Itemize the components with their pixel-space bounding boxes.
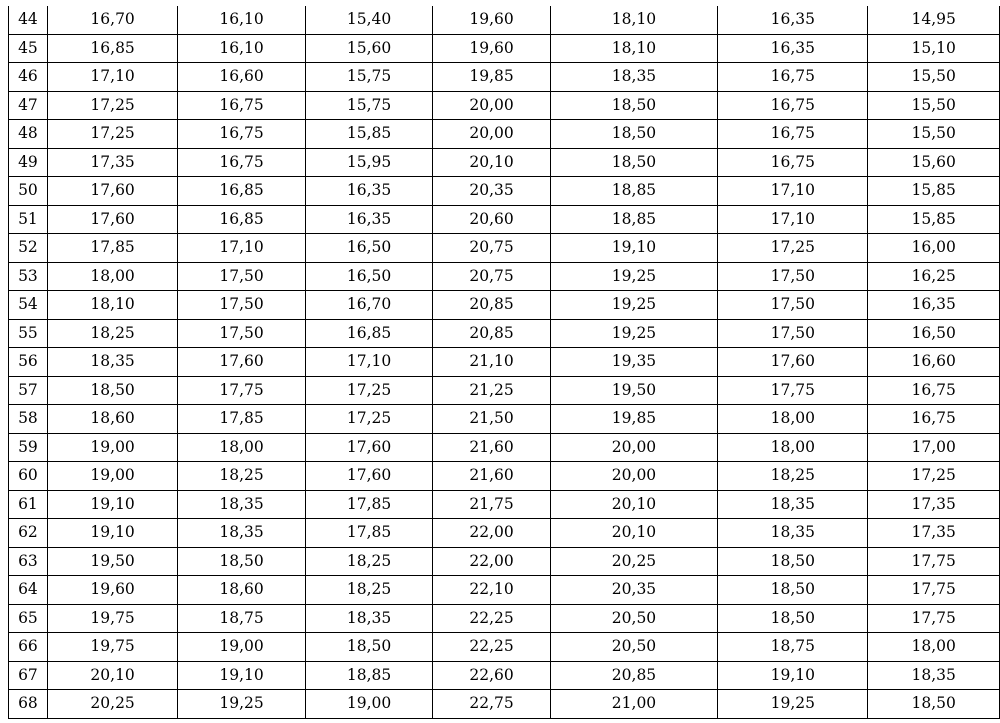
- value-cell: 16,60: [868, 348, 1000, 377]
- value-cell: 20,35: [433, 177, 551, 206]
- row-number-cell: 48: [9, 120, 48, 149]
- table-row: [9, 348, 1000, 377]
- value-cell: 20,25: [550, 547, 717, 576]
- value-cell: 20,75: [433, 234, 551, 263]
- value-cell: 15,10: [868, 34, 1000, 63]
- value-cell: 16,35: [718, 34, 868, 63]
- value-cell: 20,85: [550, 661, 717, 690]
- value-cell: 20,10: [550, 490, 717, 519]
- value-cell: 16,25: [868, 262, 1000, 291]
- row-number-cell: 57: [9, 376, 48, 405]
- row-number-cell: 64: [9, 576, 48, 605]
- value-cell: 17,75: [868, 547, 1000, 576]
- value-cell: 18,85: [550, 177, 717, 206]
- value-cell: 19,75: [47, 633, 177, 662]
- value-cell: 19,00: [47, 462, 177, 491]
- value-cell: 19,00: [178, 633, 305, 662]
- value-cell: 18,10: [47, 291, 177, 320]
- row-number-cell: 55: [9, 319, 48, 348]
- value-cell: 15,95: [305, 148, 432, 177]
- value-cell: 20,10: [433, 148, 551, 177]
- row-number-cell: 67: [9, 661, 48, 690]
- value-cell: 16,75: [718, 63, 868, 92]
- value-cell: 17,60: [47, 205, 177, 234]
- value-cell: 18,00: [718, 433, 868, 462]
- value-cell: 15,75: [305, 91, 432, 120]
- row-number-cell: 58: [9, 405, 48, 434]
- value-cell: 18,50: [550, 91, 717, 120]
- value-cell: 16,70: [305, 291, 432, 320]
- value-cell: 20,00: [433, 120, 551, 149]
- value-cell: 17,00: [868, 433, 1000, 462]
- table-row: [9, 490, 1000, 519]
- value-cell: 18,35: [550, 63, 717, 92]
- row-number-cell: 49: [9, 148, 48, 177]
- value-cell: 16,10: [178, 6, 305, 34]
- value-cell: 15,85: [868, 177, 1000, 206]
- value-cell: 15,40: [305, 6, 432, 34]
- row-number-cell: 52: [9, 234, 48, 263]
- value-cell: 21,25: [433, 376, 551, 405]
- value-cell: 17,75: [178, 376, 305, 405]
- value-cell: 20,50: [550, 633, 717, 662]
- value-cell: 22,10: [433, 576, 551, 605]
- value-cell: 16,75: [718, 91, 868, 120]
- value-cell: 17,10: [718, 177, 868, 206]
- value-cell: 20,75: [433, 262, 551, 291]
- value-cell: 18,50: [550, 120, 717, 149]
- value-cell: 21,00: [550, 690, 717, 719]
- value-cell: 21,50: [433, 405, 551, 434]
- value-cell: 17,75: [868, 604, 1000, 633]
- value-cell: 17,60: [718, 348, 868, 377]
- value-cell: 20,25: [47, 690, 177, 719]
- value-cell: 18,00: [47, 262, 177, 291]
- value-cell: 17,10: [47, 63, 177, 92]
- value-cell: 20,50: [550, 604, 717, 633]
- table-row: [9, 405, 1000, 434]
- value-cell: 16,75: [718, 148, 868, 177]
- value-cell: 21,60: [433, 433, 551, 462]
- value-cell: 17,60: [47, 177, 177, 206]
- row-number-cell: 47: [9, 91, 48, 120]
- table-row: [9, 604, 1000, 633]
- row-number-cell: 51: [9, 205, 48, 234]
- table-row: [9, 519, 1000, 548]
- value-cell: 16,35: [718, 6, 868, 34]
- value-cell: 16,35: [305, 205, 432, 234]
- value-cell: 18,85: [305, 661, 432, 690]
- value-cell: 15,50: [868, 63, 1000, 92]
- value-cell: 17,25: [868, 462, 1000, 491]
- value-cell: 19,50: [47, 547, 177, 576]
- value-cell: 17,85: [178, 405, 305, 434]
- value-cell: 18,50: [718, 547, 868, 576]
- value-cell: 19,75: [47, 604, 177, 633]
- value-cell: 16,85: [178, 177, 305, 206]
- value-cell: 17,25: [305, 405, 432, 434]
- value-cell: 15,50: [868, 120, 1000, 149]
- value-cell: 18,00: [718, 405, 868, 434]
- value-cell: 18,25: [305, 576, 432, 605]
- value-cell: 16,75: [718, 120, 868, 149]
- value-cell: 18,35: [178, 490, 305, 519]
- value-cell: 19,10: [550, 234, 717, 263]
- value-cell: 18,50: [718, 604, 868, 633]
- value-cell: 20,85: [433, 291, 551, 320]
- value-cell: 17,75: [868, 576, 1000, 605]
- value-cell: 20,10: [550, 519, 717, 548]
- table-row: [9, 291, 1000, 320]
- value-cell: 20,00: [550, 462, 717, 491]
- table-row: [9, 376, 1000, 405]
- row-number-cell: 46: [9, 63, 48, 92]
- value-cell: 17,75: [718, 376, 868, 405]
- table-row: [9, 63, 1000, 92]
- value-cell: 16,60: [178, 63, 305, 92]
- value-cell: 17,10: [718, 205, 868, 234]
- value-cell: 18,25: [305, 547, 432, 576]
- row-number-cell: 68: [9, 690, 48, 719]
- value-cell: 17,35: [47, 148, 177, 177]
- row-number-cell: 66: [9, 633, 48, 662]
- value-cell: 19,50: [550, 376, 717, 405]
- value-cell: 17,35: [868, 519, 1000, 548]
- value-cell: 16,85: [178, 205, 305, 234]
- value-cell: 18,75: [178, 604, 305, 633]
- value-cell: 18,50: [305, 633, 432, 662]
- value-cell: 20,10: [47, 661, 177, 690]
- value-cell: 15,60: [305, 34, 432, 63]
- value-cell: 17,50: [718, 291, 868, 320]
- value-cell: 17,10: [178, 234, 305, 263]
- row-number-cell: 53: [9, 262, 48, 291]
- table-row: [9, 576, 1000, 605]
- value-cell: 17,50: [718, 319, 868, 348]
- value-cell: 15,85: [868, 205, 1000, 234]
- row-number-cell: 56: [9, 348, 48, 377]
- value-cell: 21,10: [433, 348, 551, 377]
- value-cell: 21,75: [433, 490, 551, 519]
- value-cell: 17,50: [178, 291, 305, 320]
- value-cell: 17,50: [178, 262, 305, 291]
- value-cell: 16,75: [868, 376, 1000, 405]
- value-cell: 17,25: [47, 91, 177, 120]
- data-table: [8, 6, 1000, 719]
- row-number-cell: 65: [9, 604, 48, 633]
- table-row: [9, 205, 1000, 234]
- value-cell: 20,85: [433, 319, 551, 348]
- table-row: [9, 661, 1000, 690]
- value-cell: 16,85: [305, 319, 432, 348]
- table-row: [9, 319, 1000, 348]
- value-cell: 19,25: [550, 319, 717, 348]
- value-cell: 18,50: [718, 576, 868, 605]
- table-row: [9, 91, 1000, 120]
- value-cell: 19,25: [718, 690, 868, 719]
- value-cell: 17,25: [718, 234, 868, 263]
- value-cell: 14,95: [868, 6, 1000, 34]
- value-cell: 18,35: [47, 348, 177, 377]
- value-cell: 20,00: [550, 433, 717, 462]
- value-cell: 19,35: [550, 348, 717, 377]
- value-cell: 18,60: [47, 405, 177, 434]
- value-cell: 20,35: [550, 576, 717, 605]
- value-cell: 18,00: [178, 433, 305, 462]
- value-cell: 20,60: [433, 205, 551, 234]
- value-cell: 19,10: [47, 490, 177, 519]
- row-number-cell: 44: [9, 6, 48, 34]
- row-number-cell: 50: [9, 177, 48, 206]
- value-cell: 18,35: [305, 604, 432, 633]
- value-cell: 15,60: [868, 148, 1000, 177]
- table-row: [9, 547, 1000, 576]
- value-cell: 19,00: [47, 433, 177, 462]
- table-body: [9, 6, 1000, 718]
- value-cell: 17,85: [47, 234, 177, 263]
- table-row: [9, 262, 1000, 291]
- value-cell: 19,00: [305, 690, 432, 719]
- value-cell: 16,75: [178, 91, 305, 120]
- value-cell: 15,50: [868, 91, 1000, 120]
- value-cell: 16,35: [868, 291, 1000, 320]
- value-cell: 22,00: [433, 519, 551, 548]
- value-cell: 15,75: [305, 63, 432, 92]
- table-row: [9, 633, 1000, 662]
- value-cell: 21,60: [433, 462, 551, 491]
- value-cell: 17,35: [868, 490, 1000, 519]
- table-row: [9, 120, 1000, 149]
- value-cell: 18,35: [718, 519, 868, 548]
- value-cell: 19,10: [178, 661, 305, 690]
- value-cell: 18,25: [178, 462, 305, 491]
- value-cell: 22,25: [433, 604, 551, 633]
- value-cell: 18,10: [550, 34, 717, 63]
- table-row: [9, 433, 1000, 462]
- value-cell: 18,50: [550, 148, 717, 177]
- value-cell: 19,85: [433, 63, 551, 92]
- value-cell: 19,85: [550, 405, 717, 434]
- value-cell: 18,75: [718, 633, 868, 662]
- value-cell: 22,00: [433, 547, 551, 576]
- table-row: [9, 6, 1000, 34]
- value-cell: 16,35: [305, 177, 432, 206]
- value-cell: 22,60: [433, 661, 551, 690]
- value-cell: 16,75: [178, 120, 305, 149]
- value-cell: 18,50: [47, 376, 177, 405]
- value-cell: 17,85: [305, 519, 432, 548]
- row-number-cell: 54: [9, 291, 48, 320]
- value-cell: 16,00: [868, 234, 1000, 263]
- value-cell: 16,85: [47, 34, 177, 63]
- value-cell: 16,10: [178, 34, 305, 63]
- value-cell: 16,75: [868, 405, 1000, 434]
- table-row: [9, 690, 1000, 719]
- value-cell: 16,50: [305, 262, 432, 291]
- value-cell: 18,35: [178, 519, 305, 548]
- value-cell: 17,25: [47, 120, 177, 149]
- value-cell: 15,85: [305, 120, 432, 149]
- value-cell: 17,25: [305, 376, 432, 405]
- value-cell: 19,10: [47, 519, 177, 548]
- value-cell: 17,85: [305, 490, 432, 519]
- value-cell: 19,60: [47, 576, 177, 605]
- value-cell: 16,75: [178, 148, 305, 177]
- value-cell: 22,75: [433, 690, 551, 719]
- row-number-cell: 63: [9, 547, 48, 576]
- value-cell: 18,60: [178, 576, 305, 605]
- value-cell: 18,50: [178, 547, 305, 576]
- value-cell: 19,25: [550, 291, 717, 320]
- value-cell: 16,50: [305, 234, 432, 263]
- value-cell: 17,60: [305, 462, 432, 491]
- value-cell: 18,35: [718, 490, 868, 519]
- value-cell: 16,70: [47, 6, 177, 34]
- value-cell: 18,35: [868, 661, 1000, 690]
- value-cell: 19,60: [433, 34, 551, 63]
- value-cell: 17,60: [178, 348, 305, 377]
- value-cell: 17,10: [305, 348, 432, 377]
- value-cell: 17,50: [178, 319, 305, 348]
- value-cell: 18,25: [47, 319, 177, 348]
- row-number-cell: 45: [9, 34, 48, 63]
- value-cell: 16,50: [868, 319, 1000, 348]
- value-cell: 19,10: [718, 661, 868, 690]
- row-number-cell: 62: [9, 519, 48, 548]
- value-cell: 19,60: [433, 6, 551, 34]
- value-cell: 22,25: [433, 633, 551, 662]
- table-row: [9, 177, 1000, 206]
- value-cell: 18,50: [868, 690, 1000, 719]
- value-cell: 18,85: [550, 205, 717, 234]
- value-cell: 17,60: [305, 433, 432, 462]
- table-row: [9, 148, 1000, 177]
- value-cell: 18,00: [868, 633, 1000, 662]
- value-cell: 18,25: [718, 462, 868, 491]
- row-number-cell: 60: [9, 462, 48, 491]
- table-row: [9, 34, 1000, 63]
- value-cell: 20,00: [433, 91, 551, 120]
- table-row: [9, 462, 1000, 491]
- row-number-cell: 59: [9, 433, 48, 462]
- table-row: [9, 234, 1000, 263]
- row-number-cell: 61: [9, 490, 48, 519]
- value-cell: 17,50: [718, 262, 868, 291]
- value-cell: 19,25: [178, 690, 305, 719]
- value-cell: 19,25: [550, 262, 717, 291]
- value-cell: 18,10: [550, 6, 717, 34]
